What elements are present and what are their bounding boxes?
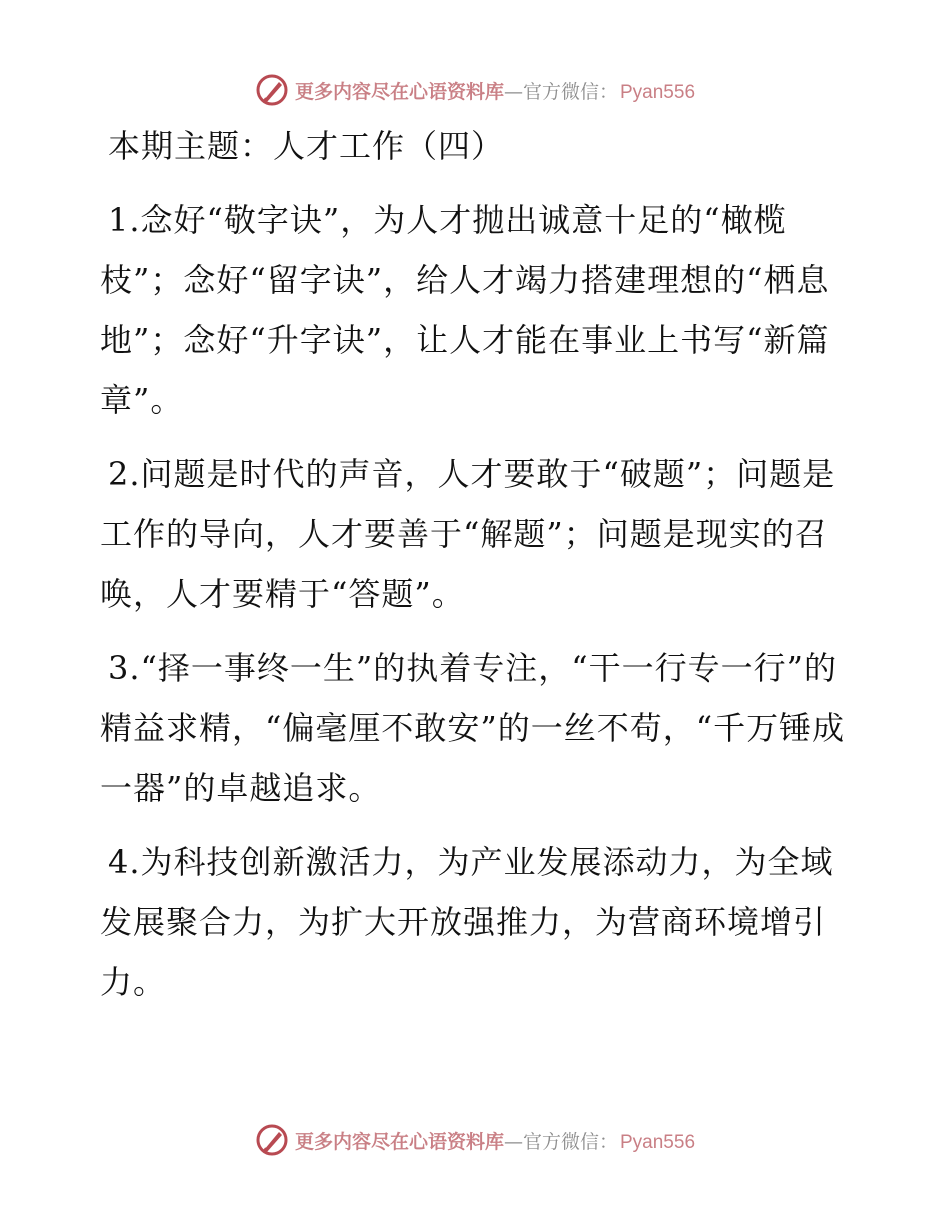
banner-text (295, 1127, 695, 1154)
banner-separator: — (503, 80, 523, 103)
pen-circle-logo-icon (255, 1123, 289, 1157)
banner-wechat-label: 官方微信： (522, 80, 618, 103)
paragraph-2: 2.问题是时代的声音，人才要敢于“破题”；问题是工作的导向，人才要善于“解题”；问题是现实的召唤，人才要精于“答题”。 (100, 455, 836, 613)
banner-text (295, 77, 695, 104)
document-body (100, 122, 852, 1026)
paragraph-3: 3.“择一事终一生”的执着专注，“干一行专一行”的精益求精，“偏毫厘不敢安”的一丝不苟，“千万锤成一器”的卓越追求。 (100, 649, 846, 807)
banner-wechat-label: 官方微信： (522, 1130, 618, 1153)
page-title: 本期主题：人才工作（四） (108, 127, 505, 165)
paragraph-1: 1.念好“敬字诀”，为人才抛出诚意十足的“橄榄枝”；念好“留字诀”，给人才竭力搭建理想的“栖息地”；念好“升字诀”，让人才能在事业上书写“新篇章”。 (100, 201, 830, 419)
header-banner (0, 68, 950, 112)
footer-banner (0, 1118, 950, 1162)
banner-separator: — (503, 1130, 523, 1153)
pen-circle-logo-icon (255, 73, 289, 107)
banner-main-text: 更多内容尽在心语资料库 (294, 80, 504, 103)
banner-main-text: 更多内容尽在心语资料库 (294, 1130, 504, 1153)
banner-wechat-id: Pyan556 (620, 1131, 696, 1153)
paragraph-4: 4.为科技创新激活力，为产业发展添动力，为全域发展聚合力，为扩大开放强推力，为营商环境增引力。 (100, 843, 834, 1001)
banner-wechat-id: Pyan556 (620, 81, 696, 103)
